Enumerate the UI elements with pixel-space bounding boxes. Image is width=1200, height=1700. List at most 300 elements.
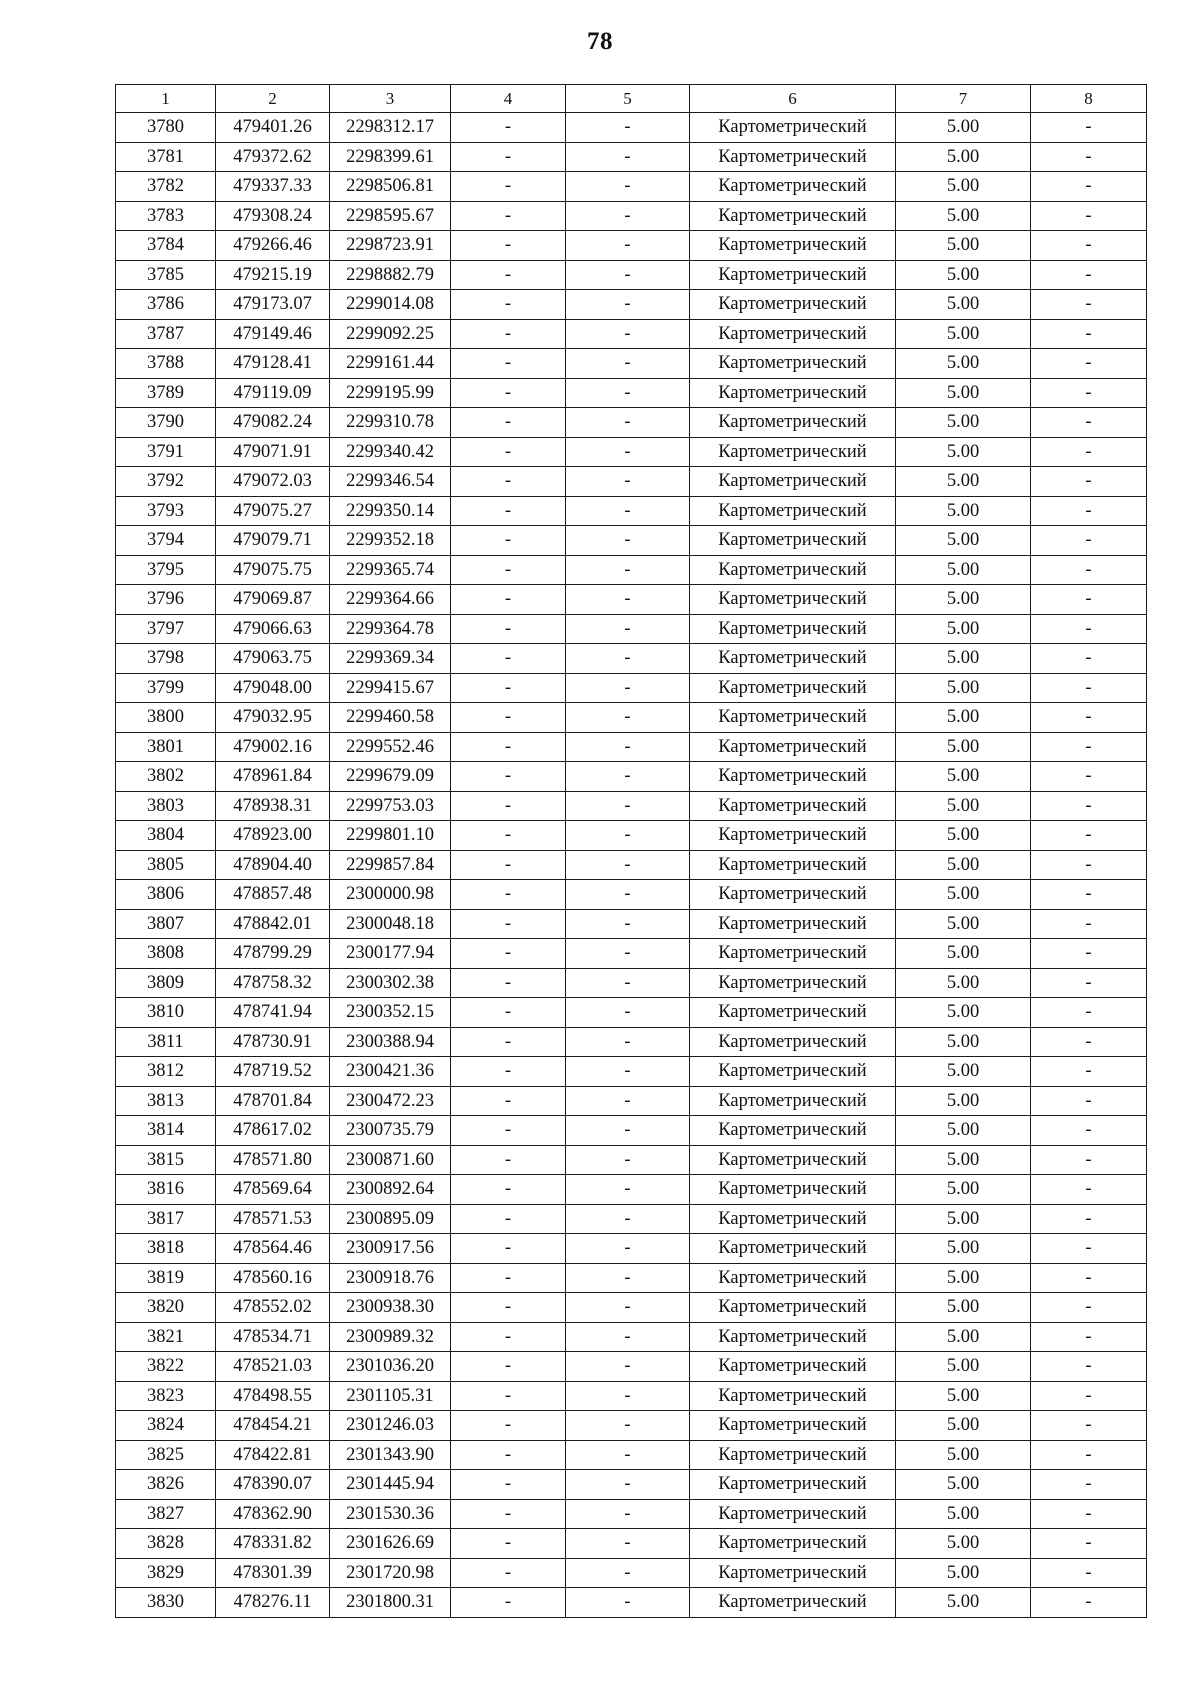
cell-col-4: -: [451, 319, 566, 349]
cell-col-5: -: [566, 703, 690, 733]
table-row: [116, 142, 1147, 172]
cell-col-8: -: [1031, 880, 1147, 910]
cell-accuracy: 5.00: [896, 172, 1031, 202]
cell-method: Картометрический: [690, 1293, 896, 1323]
cell-col-5: -: [566, 1529, 690, 1559]
cell-x-coordinate: 478390.07: [216, 1470, 330, 1500]
cell-method: Картометрический: [690, 555, 896, 585]
column-header-2: 2: [216, 85, 330, 113]
cell-col-8: -: [1031, 1263, 1147, 1293]
cell-accuracy: 5.00: [896, 1145, 1031, 1175]
cell-point-number: 3786: [116, 290, 216, 320]
table-row: [116, 1558, 1147, 1588]
cell-accuracy: 5.00: [896, 968, 1031, 998]
cell-col-5: -: [566, 526, 690, 556]
cell-col-4: -: [451, 762, 566, 792]
cell-method: Картометрический: [690, 998, 896, 1028]
cell-y-coordinate: 2298882.79: [330, 260, 451, 290]
cell-accuracy: 5.00: [896, 791, 1031, 821]
cell-y-coordinate: 2300352.15: [330, 998, 451, 1028]
cell-col-8: -: [1031, 349, 1147, 379]
table-row: [116, 1057, 1147, 1087]
cell-col-5: -: [566, 231, 690, 261]
cell-accuracy: 5.00: [896, 1116, 1031, 1146]
cell-col-8: -: [1031, 1175, 1147, 1205]
cell-method: Картометрический: [690, 1057, 896, 1087]
cell-x-coordinate: 478560.16: [216, 1263, 330, 1293]
table-row: [116, 1116, 1147, 1146]
table-row: [116, 998, 1147, 1028]
cell-accuracy: 5.00: [896, 1558, 1031, 1588]
cell-accuracy: 5.00: [896, 1440, 1031, 1470]
cell-col-4: -: [451, 231, 566, 261]
cell-accuracy: 5.00: [896, 201, 1031, 231]
cell-y-coordinate: 2301530.36: [330, 1499, 451, 1529]
cell-method: Картометрический: [690, 850, 896, 880]
cell-accuracy: 5.00: [896, 1175, 1031, 1205]
table-row: [116, 526, 1147, 556]
cell-point-number: 3811: [116, 1027, 216, 1057]
cell-col-4: -: [451, 880, 566, 910]
cell-col-5: -: [566, 1293, 690, 1323]
cell-col-5: -: [566, 1322, 690, 1352]
cell-y-coordinate: 2298312.17: [330, 113, 451, 143]
cell-y-coordinate: 2301445.94: [330, 1470, 451, 1500]
cell-accuracy: 5.00: [896, 349, 1031, 379]
cell-method: Картометрический: [690, 821, 896, 851]
cell-accuracy: 5.00: [896, 142, 1031, 172]
cell-method: Картометрический: [690, 939, 896, 969]
cell-y-coordinate: 2301105.31: [330, 1381, 451, 1411]
cell-x-coordinate: 478552.02: [216, 1293, 330, 1323]
cell-col-8: -: [1031, 1234, 1147, 1264]
cell-col-4: -: [451, 644, 566, 674]
cell-point-number: 3819: [116, 1263, 216, 1293]
cell-method: Картометрический: [690, 762, 896, 792]
table-header: [116, 85, 1147, 113]
cell-col-4: -: [451, 1057, 566, 1087]
cell-point-number: 3807: [116, 909, 216, 939]
cell-col-8: -: [1031, 821, 1147, 851]
cell-accuracy: 5.00: [896, 644, 1031, 674]
cell-point-number: 3828: [116, 1529, 216, 1559]
cell-x-coordinate: 479308.24: [216, 201, 330, 231]
cell-accuracy: 5.00: [896, 880, 1031, 910]
cell-col-5: -: [566, 1204, 690, 1234]
cell-col-5: -: [566, 555, 690, 585]
cell-y-coordinate: 2299346.54: [330, 467, 451, 497]
cell-x-coordinate: 479066.63: [216, 614, 330, 644]
table-row: [116, 319, 1147, 349]
cell-col-8: -: [1031, 1470, 1147, 1500]
table-row: [116, 201, 1147, 231]
cell-col-8: -: [1031, 762, 1147, 792]
cell-col-5: -: [566, 614, 690, 644]
cell-col-4: -: [451, 1440, 566, 1470]
cell-accuracy: 5.00: [896, 1529, 1031, 1559]
table-row: [116, 437, 1147, 467]
cell-col-5: -: [566, 998, 690, 1028]
table-body: [116, 113, 1147, 1618]
cell-y-coordinate: 2299460.58: [330, 703, 451, 733]
cell-method: Картометрический: [690, 909, 896, 939]
cell-col-8: -: [1031, 1145, 1147, 1175]
cell-col-4: -: [451, 408, 566, 438]
cell-point-number: 3820: [116, 1293, 216, 1323]
cell-col-5: -: [566, 496, 690, 526]
cell-col-4: -: [451, 968, 566, 998]
cell-method: Картометрический: [690, 732, 896, 762]
cell-point-number: 3808: [116, 939, 216, 969]
cell-point-number: 3793: [116, 496, 216, 526]
cell-accuracy: 5.00: [896, 1470, 1031, 1500]
cell-accuracy: 5.00: [896, 526, 1031, 556]
cell-col-5: -: [566, 1027, 690, 1057]
cell-col-4: -: [451, 821, 566, 851]
cell-col-4: -: [451, 673, 566, 703]
cell-y-coordinate: 2299857.84: [330, 850, 451, 880]
cell-y-coordinate: 2300000.98: [330, 880, 451, 910]
cell-y-coordinate: 2298595.67: [330, 201, 451, 231]
cell-point-number: 3816: [116, 1175, 216, 1205]
cell-col-8: -: [1031, 939, 1147, 969]
cell-col-8: -: [1031, 968, 1147, 998]
header-row: [116, 85, 1147, 113]
cell-method: Картометрический: [690, 1352, 896, 1382]
cell-col-8: -: [1031, 1352, 1147, 1382]
cell-col-4: -: [451, 201, 566, 231]
table-row: [116, 1322, 1147, 1352]
cell-point-number: 3787: [116, 319, 216, 349]
table-row: [116, 349, 1147, 379]
table-row: [116, 703, 1147, 733]
cell-accuracy: 5.00: [896, 909, 1031, 939]
cell-col-4: -: [451, 939, 566, 969]
cell-col-4: -: [451, 614, 566, 644]
cell-x-coordinate: 478904.40: [216, 850, 330, 880]
cell-col-5: -: [566, 1470, 690, 1500]
cell-col-4: -: [451, 1322, 566, 1352]
cell-y-coordinate: 2300989.32: [330, 1322, 451, 1352]
cell-col-8: -: [1031, 1588, 1147, 1618]
cell-accuracy: 5.00: [896, 762, 1031, 792]
cell-col-5: -: [566, 408, 690, 438]
cell-point-number: 3830: [116, 1588, 216, 1618]
cell-method: Картометрический: [690, 496, 896, 526]
table-row: [116, 496, 1147, 526]
cell-col-8: -: [1031, 290, 1147, 320]
cell-y-coordinate: 2300421.36: [330, 1057, 451, 1087]
cell-x-coordinate: 479173.07: [216, 290, 330, 320]
cell-point-number: 3822: [116, 1352, 216, 1382]
cell-point-number: 3806: [116, 880, 216, 910]
cell-col-5: -: [566, 968, 690, 998]
cell-point-number: 3804: [116, 821, 216, 851]
cell-method: Картометрический: [690, 260, 896, 290]
cell-col-8: -: [1031, 201, 1147, 231]
cell-point-number: 3788: [116, 349, 216, 379]
table-row: [116, 791, 1147, 821]
cell-col-4: -: [451, 1175, 566, 1205]
cell-x-coordinate: 479401.26: [216, 113, 330, 143]
table-row: [116, 939, 1147, 969]
cell-accuracy: 5.00: [896, 1204, 1031, 1234]
table-row: [116, 673, 1147, 703]
cell-col-4: -: [451, 555, 566, 585]
cell-point-number: 3818: [116, 1234, 216, 1264]
cell-point-number: 3803: [116, 791, 216, 821]
cell-x-coordinate: 478331.82: [216, 1529, 330, 1559]
cell-col-5: -: [566, 201, 690, 231]
cell-col-8: -: [1031, 585, 1147, 615]
cell-x-coordinate: 479128.41: [216, 349, 330, 379]
cell-col-5: -: [566, 142, 690, 172]
cell-col-5: -: [566, 762, 690, 792]
cell-x-coordinate: 478564.46: [216, 1234, 330, 1264]
cell-accuracy: 5.00: [896, 1411, 1031, 1441]
cell-col-8: -: [1031, 791, 1147, 821]
cell-col-4: -: [451, 290, 566, 320]
cell-x-coordinate: 478362.90: [216, 1499, 330, 1529]
cell-y-coordinate: 2299365.74: [330, 555, 451, 585]
cell-method: Картометрический: [690, 172, 896, 202]
cell-method: Картометрический: [690, 1381, 896, 1411]
cell-accuracy: 5.00: [896, 732, 1031, 762]
cell-point-number: 3801: [116, 732, 216, 762]
cell-col-8: -: [1031, 1204, 1147, 1234]
cell-col-4: -: [451, 1204, 566, 1234]
cell-method: Картометрический: [690, 467, 896, 497]
cell-col-8: -: [1031, 644, 1147, 674]
cell-accuracy: 5.00: [896, 467, 1031, 497]
cell-y-coordinate: 2300302.38: [330, 968, 451, 998]
table-row: [116, 614, 1147, 644]
cell-point-number: 3799: [116, 673, 216, 703]
cell-y-coordinate: 2299679.09: [330, 762, 451, 792]
cell-method: Картометрический: [690, 1145, 896, 1175]
table-row: [116, 378, 1147, 408]
cell-y-coordinate: 2299310.78: [330, 408, 451, 438]
table-row: [116, 172, 1147, 202]
cell-point-number: 3785: [116, 260, 216, 290]
cell-point-number: 3809: [116, 968, 216, 998]
cell-col-5: -: [566, 1175, 690, 1205]
cell-col-4: -: [451, 998, 566, 1028]
table-row: [116, 1175, 1147, 1205]
cell-col-8: -: [1031, 614, 1147, 644]
cell-method: Картометрический: [690, 1558, 896, 1588]
cell-col-8: -: [1031, 1293, 1147, 1323]
cell-accuracy: 5.00: [896, 1027, 1031, 1057]
cell-x-coordinate: 478521.03: [216, 1352, 330, 1382]
cell-y-coordinate: 2299352.18: [330, 526, 451, 556]
cell-point-number: 3821: [116, 1322, 216, 1352]
cell-accuracy: 5.00: [896, 1499, 1031, 1529]
cell-col-4: -: [451, 1086, 566, 1116]
cell-y-coordinate: 2299092.25: [330, 319, 451, 349]
cell-y-coordinate: 2300871.60: [330, 1145, 451, 1175]
cell-x-coordinate: 479082.24: [216, 408, 330, 438]
cell-method: Картометрический: [690, 1470, 896, 1500]
table-row: [116, 408, 1147, 438]
cell-method: Картометрический: [690, 526, 896, 556]
cell-col-5: -: [566, 1411, 690, 1441]
table-row: [116, 290, 1147, 320]
cell-col-5: -: [566, 850, 690, 880]
cell-accuracy: 5.00: [896, 1293, 1031, 1323]
cell-x-coordinate: 478961.84: [216, 762, 330, 792]
cell-point-number: 3796: [116, 585, 216, 615]
cell-y-coordinate: 2299415.67: [330, 673, 451, 703]
cell-point-number: 3795: [116, 555, 216, 585]
cell-col-5: -: [566, 1234, 690, 1264]
cell-method: Картометрический: [690, 614, 896, 644]
cell-col-5: -: [566, 939, 690, 969]
cell-accuracy: 5.00: [896, 113, 1031, 143]
cell-col-5: -: [566, 1086, 690, 1116]
cell-y-coordinate: 2300048.18: [330, 909, 451, 939]
cell-y-coordinate: 2300472.23: [330, 1086, 451, 1116]
table-row: [116, 1027, 1147, 1057]
cell-col-5: -: [566, 1381, 690, 1411]
cell-x-coordinate: 478571.53: [216, 1204, 330, 1234]
cell-col-4: -: [451, 467, 566, 497]
cell-col-5: -: [566, 378, 690, 408]
table-row: [116, 968, 1147, 998]
cell-point-number: 3794: [116, 526, 216, 556]
cell-col-8: -: [1031, 555, 1147, 585]
cell-col-4: -: [451, 1145, 566, 1175]
cell-col-5: -: [566, 821, 690, 851]
cell-method: Картометрический: [690, 791, 896, 821]
cell-col-5: -: [566, 1352, 690, 1382]
cell-col-4: -: [451, 1293, 566, 1323]
cell-y-coordinate: 2299340.42: [330, 437, 451, 467]
cell-y-coordinate: 2301036.20: [330, 1352, 451, 1382]
cell-col-8: -: [1031, 673, 1147, 703]
cell-col-8: -: [1031, 1499, 1147, 1529]
cell-col-8: -: [1031, 378, 1147, 408]
cell-y-coordinate: 2300895.09: [330, 1204, 451, 1234]
cell-point-number: 3780: [116, 113, 216, 143]
cell-y-coordinate: 2300938.30: [330, 1293, 451, 1323]
cell-col-4: -: [451, 909, 566, 939]
cell-col-4: -: [451, 732, 566, 762]
cell-method: Картометрический: [690, 585, 896, 615]
cell-col-4: -: [451, 526, 566, 556]
cell-accuracy: 5.00: [896, 1381, 1031, 1411]
cell-col-4: -: [451, 1381, 566, 1411]
cell-method: Картометрический: [690, 703, 896, 733]
cell-point-number: 3825: [116, 1440, 216, 1470]
table-row: [116, 555, 1147, 585]
table-row: [116, 1588, 1147, 1618]
cell-x-coordinate: 479002.16: [216, 732, 330, 762]
table-row: [116, 1263, 1147, 1293]
cell-point-number: 3797: [116, 614, 216, 644]
cell-x-coordinate: 479215.19: [216, 260, 330, 290]
table-row: [116, 260, 1147, 290]
cell-method: Картометрический: [690, 319, 896, 349]
cell-method: Картометрический: [690, 1116, 896, 1146]
cell-point-number: 3813: [116, 1086, 216, 1116]
cell-col-5: -: [566, 467, 690, 497]
column-header-7: 7: [896, 85, 1031, 113]
cell-method: Картометрический: [690, 1499, 896, 1529]
cell-y-coordinate: 2300918.76: [330, 1263, 451, 1293]
cell-x-coordinate: 479032.95: [216, 703, 330, 733]
cell-accuracy: 5.00: [896, 408, 1031, 438]
cell-y-coordinate: 2300892.64: [330, 1175, 451, 1205]
cell-point-number: 3782: [116, 172, 216, 202]
table-row: [116, 1145, 1147, 1175]
cell-accuracy: 5.00: [896, 1086, 1031, 1116]
cell-x-coordinate: 479048.00: [216, 673, 330, 703]
cell-y-coordinate: 2299364.66: [330, 585, 451, 615]
cell-accuracy: 5.00: [896, 378, 1031, 408]
cell-point-number: 3790: [116, 408, 216, 438]
cell-x-coordinate: 478454.21: [216, 1411, 330, 1441]
page-number: 78: [587, 28, 613, 55]
cell-col-4: -: [451, 1529, 566, 1559]
cell-x-coordinate: 478938.31: [216, 791, 330, 821]
cell-method: Картометрический: [690, 1322, 896, 1352]
cell-col-5: -: [566, 909, 690, 939]
cell-col-4: -: [451, 437, 566, 467]
cell-point-number: 3802: [116, 762, 216, 792]
cell-col-5: -: [566, 673, 690, 703]
cell-point-number: 3827: [116, 1499, 216, 1529]
cell-y-coordinate: 2301626.69: [330, 1529, 451, 1559]
cell-method: Картометрический: [690, 1440, 896, 1470]
cell-col-5: -: [566, 437, 690, 467]
table-row: [116, 909, 1147, 939]
cell-method: Картометрический: [690, 1175, 896, 1205]
table-row: [116, 1470, 1147, 1500]
cell-accuracy: 5.00: [896, 319, 1031, 349]
cell-x-coordinate: 478498.55: [216, 1381, 330, 1411]
table-row: [116, 467, 1147, 497]
cell-x-coordinate: 479072.03: [216, 467, 330, 497]
cell-col-4: -: [451, 1234, 566, 1264]
cell-col-8: -: [1031, 1411, 1147, 1441]
cell-y-coordinate: 2298399.61: [330, 142, 451, 172]
cell-x-coordinate: 478534.71: [216, 1322, 330, 1352]
cell-col-8: -: [1031, 1440, 1147, 1470]
cell-col-8: -: [1031, 732, 1147, 762]
cell-y-coordinate: 2299552.46: [330, 732, 451, 762]
cell-y-coordinate: 2301800.31: [330, 1588, 451, 1618]
cell-col-4: -: [451, 113, 566, 143]
cell-point-number: 3798: [116, 644, 216, 674]
cell-col-5: -: [566, 1558, 690, 1588]
cell-point-number: 3792: [116, 467, 216, 497]
cell-col-5: -: [566, 1588, 690, 1618]
cell-point-number: 3783: [116, 201, 216, 231]
cell-method: Картометрический: [690, 1234, 896, 1264]
column-header-3: 3: [330, 85, 451, 113]
cell-method: Картометрический: [690, 142, 896, 172]
column-header-8: 8: [1031, 85, 1147, 113]
cell-x-coordinate: 479069.87: [216, 585, 330, 615]
cell-col-4: -: [451, 142, 566, 172]
cell-accuracy: 5.00: [896, 1263, 1031, 1293]
column-header-1: 1: [116, 85, 216, 113]
cell-method: Картометрический: [690, 290, 896, 320]
cell-col-8: -: [1031, 1116, 1147, 1146]
cell-accuracy: 5.00: [896, 614, 1031, 644]
cell-x-coordinate: 478276.11: [216, 1588, 330, 1618]
